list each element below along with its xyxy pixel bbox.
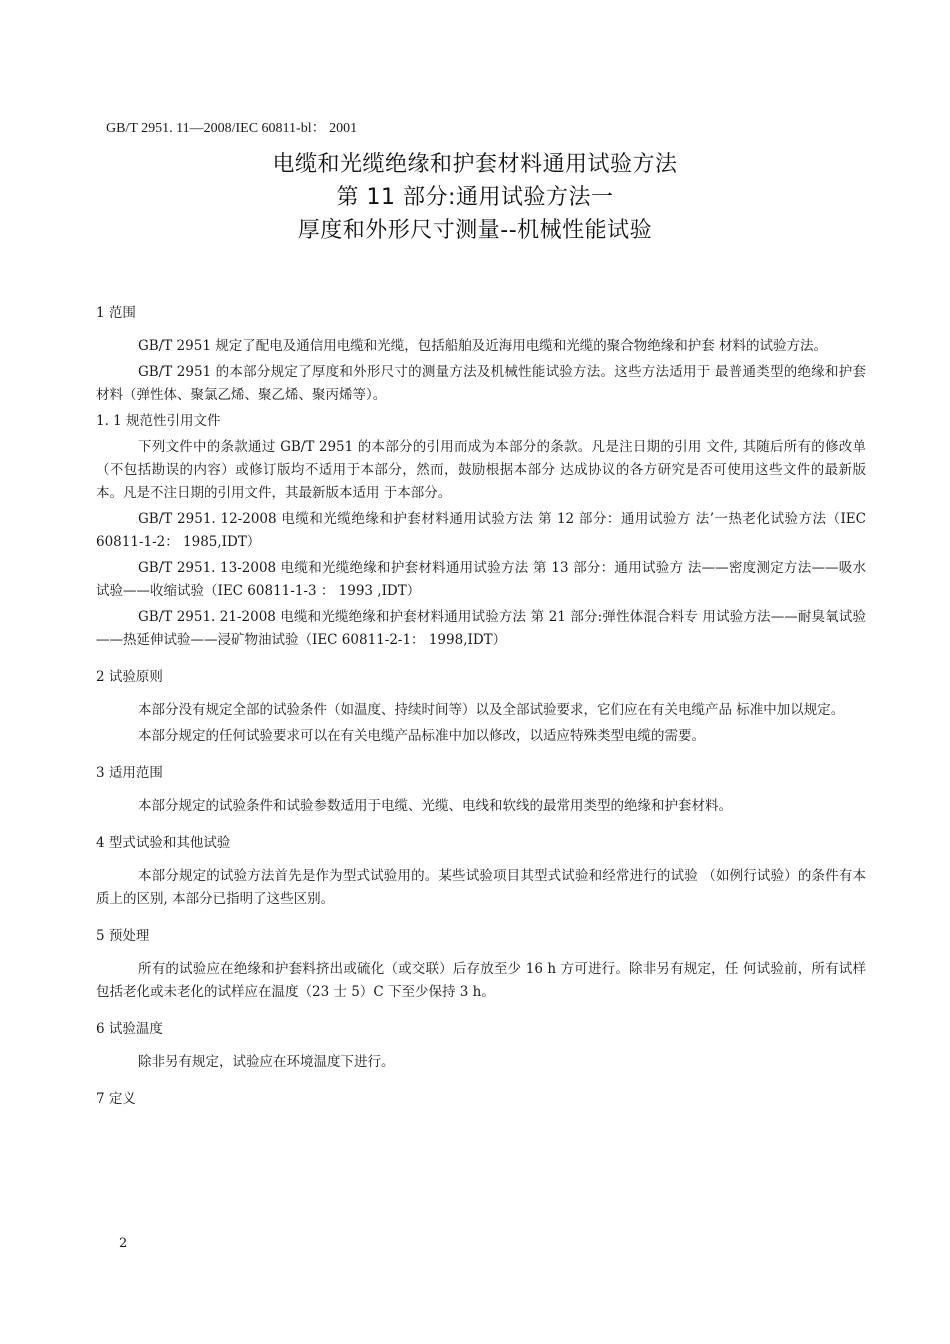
title-line-2: 第 11 部分:通用试验方法一 [336, 185, 614, 210]
section-heading-application-range: 3 适用范围 [96, 765, 163, 781]
paragraph: 下列文件中的条款通过 GB/T 2951 的本部分的引用而成为本部分的条款。凡是注日期的引用 文件, 其随后所有的修改单（不包括勘误的内容）或修订版均不适用于本部分，然而，鼓励根据本部分 达成协议的各方研究是否可使用这些文件的最新版本。凡是不注日期的引用文件，其最新版本适用 于本部分。 [96, 439, 866, 501]
standard-code: GB/T 2951. 11—2008/IEC 60811-bl： 2001 [106, 121, 358, 136]
paragraph: 本部分规定的任何试验要求可以在有关电缆产品标准中加以修改，以适应特殊类型电缆的需要。 [138, 728, 705, 744]
section-heading-test-temperature: 6 试验温度 [96, 1021, 163, 1037]
reference-item: GB/T 2951. 12-2008 电缆和光缆绝缘和护套材料通用试验方法 第 12 部分：通用试验方 法’一热老化试验方法（IEC 60811-1-2： 1985,IDT） [96, 511, 866, 550]
paragraph: 所有的试验应在绝缘和护套料挤出或硫化（或交联）后存放至少 16 h 方可进行。除非另有规定，任 何试验前，所有试样包括老化或未老化的试样应在温度（23 士 5）C 下至少保持 3 h。 [96, 961, 866, 1000]
section-heading-definitions: 7 定义 [96, 1091, 136, 1107]
paragraph: GB/T 2951 的本部分规定了厚度和外形尺寸的测量方法及机械性能试验方法。这些方法适用于 最普通类型的绝缘和护套材料（弹性体、聚氯乙烯、聚乙烯、聚丙烯等）。 [96, 364, 866, 403]
title-line-1: 电缆和光缆绝缘和护套材料通用试验方法 [272, 152, 678, 177]
paragraph: GB/T 2951 规定了配电及通信用电缆和光缆，包括船舶及近海用电缆和光缆的聚合物绝缘和护套 材料的试验方法。 [138, 338, 827, 354]
section-heading-scope: 1 范围 [96, 305, 136, 321]
document-body [96, 302, 866, 1111]
section-heading-type-tests: 4 型式试验和其他试验 [96, 835, 231, 851]
section-heading-pre-conditioning: 5 预处理 [96, 928, 150, 944]
paragraph: 本部分规定的试验方法首先是作为型式试验用的。某些试验项目其型式试验和经常进行的试验 （如例行试验）的条件有本质上的区别, 本部分已指明了这些区别。 [96, 868, 866, 907]
paragraph: 除非另有规定，试验应在环境温度下进行。 [138, 1054, 395, 1070]
title-line-3: 厚度和外形尺寸测量--机械性能试验 [297, 218, 653, 243]
page-number: 2 [119, 1236, 128, 1251]
paragraph: 本部分规定的试验条件和试验参数适用于电缆、光缆、电线和软线的最常用类型的绝缘和护套材料。 [138, 798, 732, 814]
section-heading-normative-references: 1. 1 规范性引用文件 [96, 413, 221, 429]
reference-item: GB/T 2951. 21-2008 电缆和光缆绝缘和护套材料通用试验方法 第 21 部分:弹性体混合料专 用试验方法——耐臭氧试验——热延伸试验——浸矿物油试验（IEC 60811-2-1： 1998,IDT） [96, 609, 866, 648]
section-heading-test-principle: 2 试验原则 [96, 669, 163, 685]
paragraph: 本部分没有规定全部的试验条件（如温度、持续时间等）以及全部试验要求，它们应在有关电缆产品 标准中加以规定。 [138, 702, 845, 718]
document-title [0, 148, 950, 247]
reference-item: GB/T 2951. 13-2008 电缆和光缆绝缘和护套材料通用试验方法 第 13 部分：通用试验方 法——密度测定方法——吸水试验——收缩试验（IEC 60811-1-3 ： 1993 ,IDT） [96, 560, 866, 599]
